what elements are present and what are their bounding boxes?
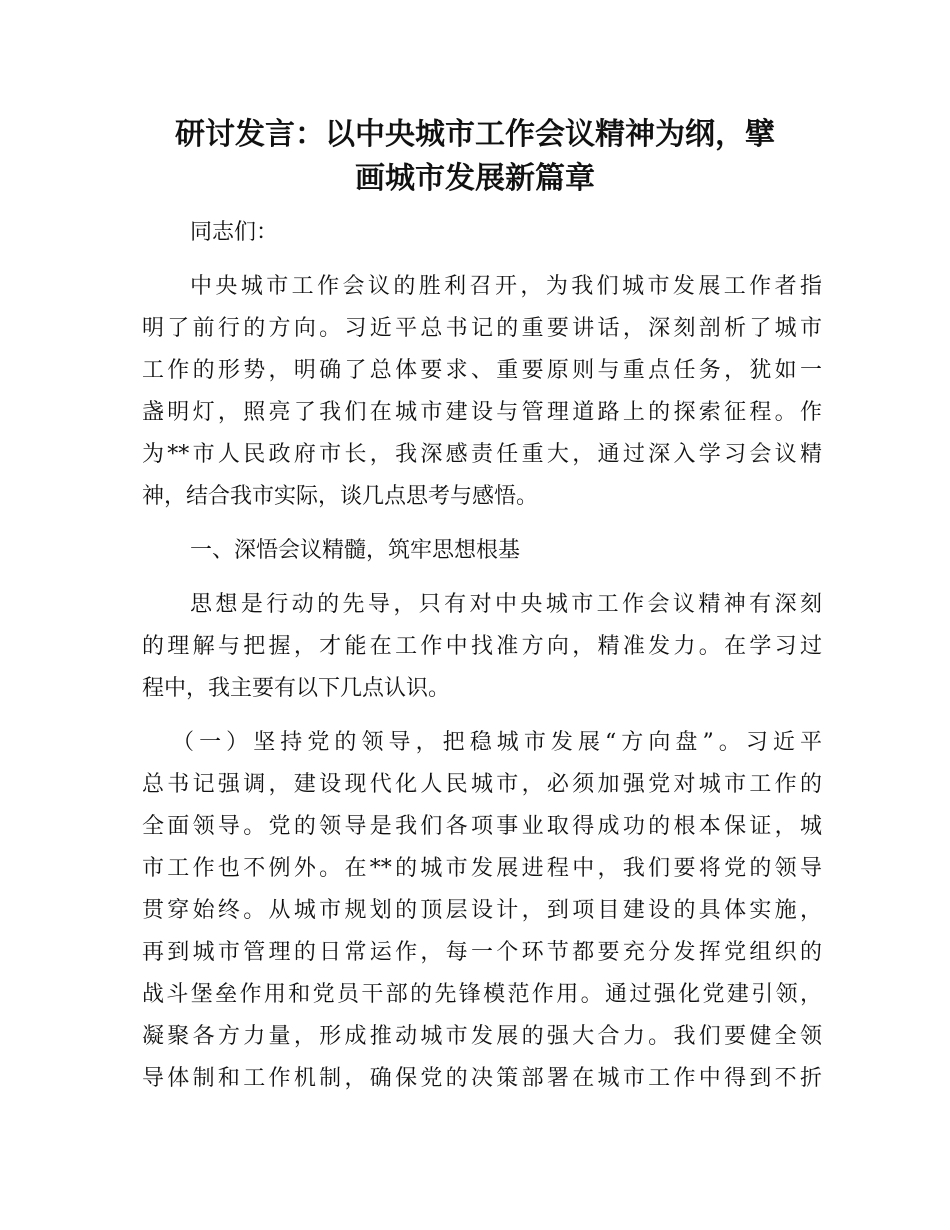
document-title-line-2: 画城市发展新篇章 xyxy=(355,161,595,196)
text-line: 明了前行的方向。习近平总书记的重要讲话，深刻剖析了城市 xyxy=(142,316,822,341)
section-heading xyxy=(142,530,822,572)
text-line: 市工作也不例外。在**的城市发展进程中，我们要将党的领导 xyxy=(142,856,822,881)
text-line: 一、深悟会议精髓，筑牢思想根基 xyxy=(190,538,521,563)
text-line: 思想是行动的先导，只有对中央城市工作会议精神有深刻 xyxy=(190,592,822,617)
text-line: 全面领导。党的领导是我们各项事业取得成功的根本保证，城 xyxy=(142,814,822,839)
text-line: 同志们： xyxy=(190,220,279,245)
text-line: 盏明灯，照亮了我们在城市建设与管理道路上的探索征程。作 xyxy=(142,400,822,425)
paragraph-subsection-1 xyxy=(142,722,822,1100)
text-line: 战斗堡垒作用和党员干部的先锋模范作用。通过强化党建引领， xyxy=(142,982,822,1007)
text-line: 的理解与把握，才能在工作中找准方向，精准发力。在学习过 xyxy=(142,634,822,659)
text-line: 总书记强调，建设现代化人民城市，必须加强党对城市工作的 xyxy=(142,772,822,797)
text-line: 程中，我主要有以下几点认识。 xyxy=(142,676,451,701)
text-line: 工作的形势，明确了总体要求、重要原则与重点任务，犹如一 xyxy=(142,358,822,383)
text-line: 神，结合我市实际，谈几点思考与感悟。 xyxy=(142,484,539,509)
text-line: 凝聚各方力量，形成推动城市发展的强大合力。我们要健全领 xyxy=(142,1024,822,1049)
text-line: （一）坚持党的领导，把稳城市发展“方向盘”。习近平 xyxy=(172,730,822,755)
text-line: 再到城市管理的日常运作，每一个环节都要充分发挥党组织的 xyxy=(142,940,822,965)
text-line: 导体制和工作机制，确保党的决策部署在城市工作中得到不折 xyxy=(142,1066,822,1091)
document-body xyxy=(142,212,822,1112)
text-line: 为**市人民政府市长，我深感责任重大，通过深入学习会议精 xyxy=(142,442,822,467)
text-line: 贯穿始终。从城市规划的顶层设计，到项目建设的具体实施， xyxy=(142,898,822,923)
text-line: 中央城市工作会议的胜利召开，为我们城市发展工作者指 xyxy=(190,274,822,299)
paragraph-intro xyxy=(142,266,822,518)
paragraph-section-intro xyxy=(142,584,822,710)
salutation xyxy=(142,212,822,254)
document-title-line-1: 研讨发言：以中央城市工作会议精神为纲，擘 xyxy=(175,117,775,152)
